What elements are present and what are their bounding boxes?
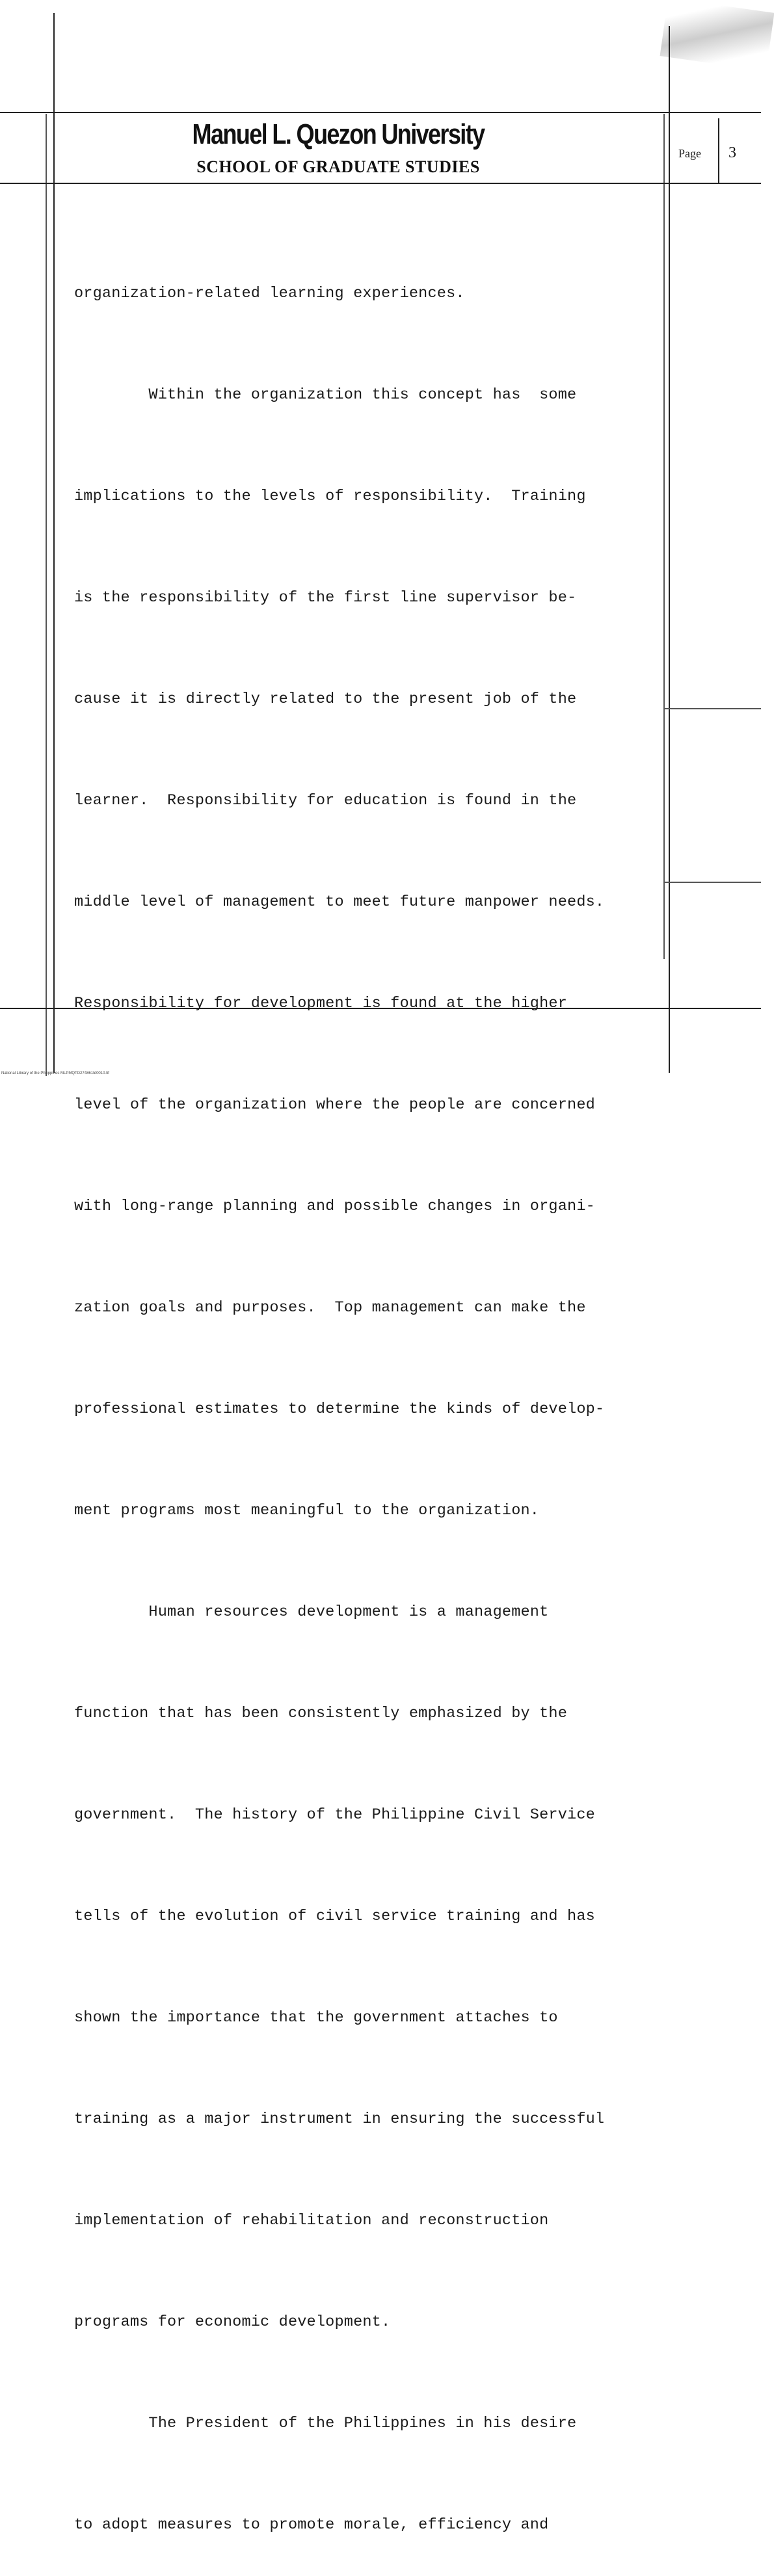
text-line: cause it is directly related to the present job of the (74, 690, 577, 708)
text-line: training as a major instrument in ensuring the successful (74, 2110, 605, 2128)
text-line: tells of the evolution of civil service training and has (74, 1908, 595, 1925)
text-line: learner. Responsibility for education is found in the (74, 792, 577, 809)
text-line: Human resources development is a management (74, 1603, 549, 1621)
text-line: implications to the levels of responsibility. Training (74, 488, 586, 505)
text-line: function that has been consistently emphasized by the (74, 1705, 568, 1722)
text-line: with long-range planning and possible changes in organi- (74, 1198, 595, 1215)
text-line: The President of the Philippines in his desire (74, 2415, 577, 2432)
school-subtitle: SCHOOL OF GRADUATE STUDIES (196, 157, 480, 176)
left-inner-rule (46, 114, 47, 1076)
text-line: Responsibility for development is found at the higher (74, 995, 568, 1012)
university-title: Manuel L. Quezon University (192, 118, 485, 150)
header-bottom-rule (0, 183, 761, 184)
header-top-rule (0, 112, 761, 113)
text-line: government. The history of the Philippine Civil Service (74, 1806, 595, 1824)
text-line: zation goals and purposes. Top management can make the (74, 1299, 586, 1317)
text-line: implementation of rehabilitation and reconstruction (74, 2212, 549, 2229)
page-label: Page (678, 147, 701, 160)
text-line: middle level of management to meet future manpower needs. (74, 893, 605, 911)
page-box-divider (718, 118, 719, 183)
text-line: level of the organization where the people are concerned (74, 1096, 595, 1114)
page-number: 3 (728, 144, 736, 161)
text-line: shown the importance that the government attaches to (74, 2009, 558, 2027)
side-box-rule-2 (663, 882, 761, 883)
text-line: organization-related learning experiences. (74, 285, 465, 302)
typed-body-text (74, 209, 660, 2576)
text-line: is the responsibility of the first line supervisor be- (74, 589, 577, 607)
text-line: professional estimates to determine the kinds of develop- (74, 1400, 605, 1418)
text-line: ment programs most meaningful to the organization. (74, 1502, 540, 1519)
text-line: Within the organization this concept has some (74, 386, 577, 404)
side-box-rule-1 (663, 708, 761, 709)
text-line: to adopt measures to promote morale, efficiency and (74, 2516, 549, 2534)
scan-smudge (660, 0, 774, 71)
text-line: programs for economic development. (74, 2313, 391, 2331)
scan-footer-note: National Library of the Philippines MLPMQTD274861td0010.tif (1, 1071, 109, 1075)
right-outer-rule (663, 114, 665, 959)
